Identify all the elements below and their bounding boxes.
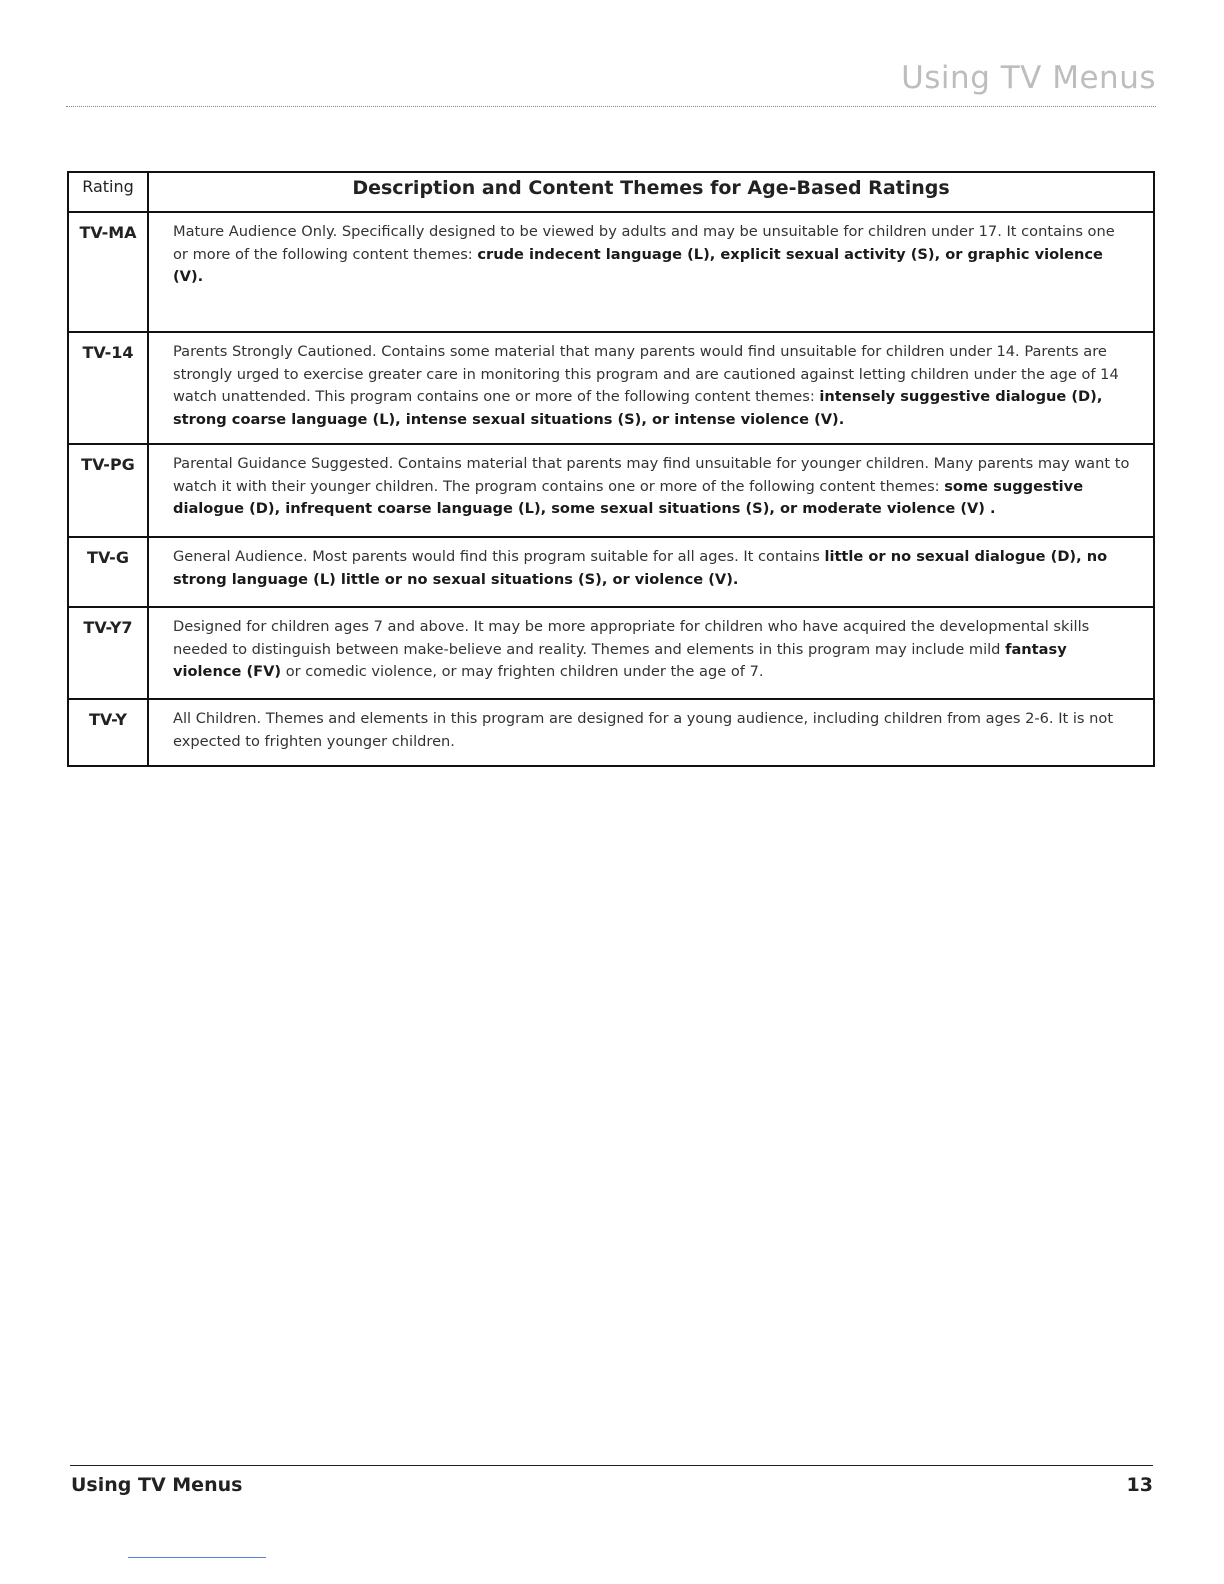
description-cell (148, 444, 1154, 537)
description-cell (148, 699, 1154, 766)
content-themes: some suggestive dialogue (D), infrequent coarse language (L), some sexual situations (S), or moderate violence (V) . (173, 477, 1084, 517)
description-text: Mature Audience Only. Specifically designed to be viewed by adults and may be unsuitable for children under 17. It contains one or more of the following content themes: (173, 223, 1115, 263)
table-row-tv-14 (68, 332, 1154, 444)
rating-cell: TV-14 (68, 332, 148, 444)
footer-divider (70, 1465, 1153, 1466)
rating-cell: TV-Y7 (68, 607, 148, 699)
content-themes: crude indecent language (L), explicit sexual activity (S), or graphic violence (V). (173, 245, 1103, 285)
table-header-row (68, 172, 1154, 212)
description-text-end: or comedic violence, or may frighten children under the age of 7. (285, 663, 764, 680)
description-cell (148, 332, 1154, 444)
table-row-tv-ma (68, 212, 1154, 332)
decorative-line (128, 1557, 266, 1558)
page-header (66, 58, 1156, 107)
content-themes: intensely suggestive dialogue (D), strong coarse language (L), intense sexual situations (S), or intense violence (V). (173, 388, 1103, 428)
footer-section-title: Using TV Menus (71, 1474, 243, 1496)
description-cell (148, 212, 1154, 332)
table-row-tv-g (68, 537, 1154, 607)
description-text: Parental Guidance Suggested. Contains material that parents may find unsuitable for younger children. Many parents may want to watch it with their younger children. The program contains one or more of the following content themes: (173, 455, 1130, 495)
description-column-header: Description and Content Themes for Age-Based Ratings (148, 172, 1154, 212)
content-themes: little or no sexual dialogue (D), no strong language (L) little or no sexual situations (S), or violence (V). (173, 548, 1108, 588)
description-text: Parents Strongly Cautioned. Contains some material that many parents would find unsuitable for children under 14. Parents are strongly urged to exercise greater care in monitoring this program and are cautioned against letting children under the age of 14 watch unattended. This program contains one or more of the following content themes: (173, 343, 1119, 405)
description-text: Designed for children ages 7 and above. It may be more appropriate for children who have acquired the developmental skills needed to distinguish between make-believe and reality. Themes and elements in this program may include mild (173, 618, 1090, 658)
content-themes: fantasy violence (FV) (173, 640, 1067, 680)
description-cell (148, 537, 1154, 607)
description-cell (148, 607, 1154, 699)
rating-cell: TV-PG (68, 444, 148, 537)
rating-column-header: Rating (68, 172, 148, 212)
rating-cell: TV-G (68, 537, 148, 607)
rating-cell: TV-Y (68, 699, 148, 766)
description-text: All Children. Themes and elements in this program are designed for a young audience, including children from ages 2-6. It is not expected to frighten younger children. (173, 710, 1114, 750)
page-title: Using TV Menus (901, 60, 1156, 96)
rating-cell: TV-MA (68, 212, 148, 332)
table-row-tv-y7 (68, 607, 1154, 699)
table-row-tv-pg (68, 444, 1154, 537)
description-text: General Audience. Most parents would find this program suitable for all ages. It contains (173, 548, 820, 565)
table-row-tv-y (68, 699, 1154, 766)
ratings-table (67, 171, 1155, 767)
page-number: 13 (1126, 1474, 1153, 1496)
